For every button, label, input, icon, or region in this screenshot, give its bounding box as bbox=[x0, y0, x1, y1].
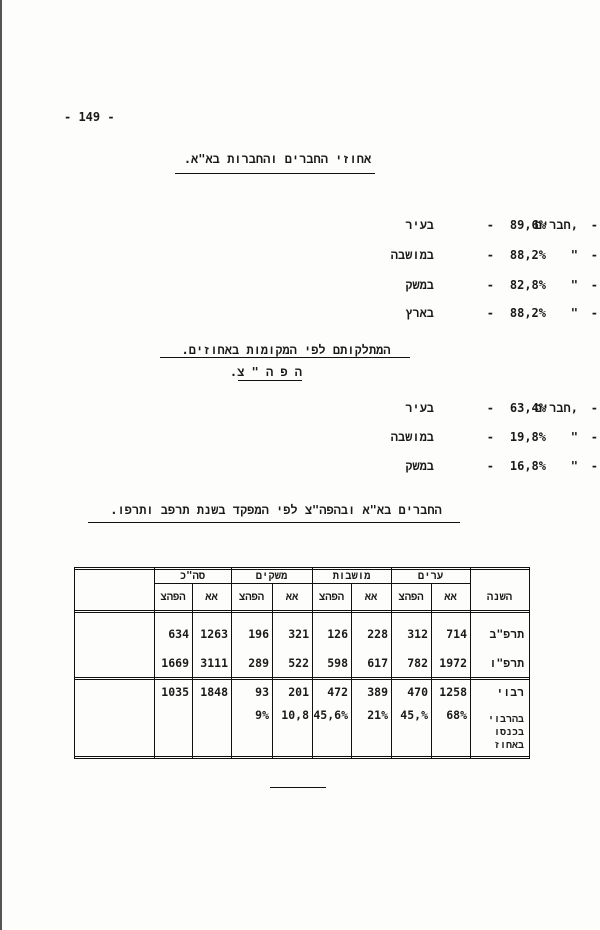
table-cell: 321 bbox=[288, 627, 309, 641]
stat-place: בארץ bbox=[405, 306, 434, 320]
table-cell: 1669 bbox=[161, 656, 189, 670]
stat-men-pct: 88,2% bbox=[509, 306, 546, 320]
row-label: תרפ"ב bbox=[489, 627, 524, 641]
note-line: בכנסו bbox=[493, 727, 524, 738]
sub-header-hapahatz: הפהצ bbox=[160, 591, 186, 603]
table-cell: 617 bbox=[367, 656, 388, 670]
table-cell: 3111 bbox=[200, 656, 228, 670]
stat-men-word: " bbox=[570, 430, 578, 444]
table-cell: 45,6% bbox=[313, 708, 348, 722]
row-label: תרפ"ו bbox=[489, 656, 524, 670]
table-cell: 312 bbox=[407, 627, 428, 641]
census-table bbox=[74, 567, 530, 759]
section2-title: המתלקותם לפי המקומות באחוזים. bbox=[181, 343, 391, 357]
stat-men-word: חברים, bbox=[534, 401, 578, 415]
year-column-header: השנה bbox=[486, 591, 513, 603]
table-cell: 1258 bbox=[439, 685, 467, 699]
table-cell: 1848 bbox=[200, 685, 228, 699]
table-cell: 289 bbox=[248, 656, 269, 670]
table-cell: 1263 bbox=[200, 627, 228, 641]
table-cell: 201 bbox=[288, 685, 309, 699]
stat-dash: - bbox=[486, 306, 494, 320]
section1-underline bbox=[175, 173, 375, 174]
stat-place: במשק bbox=[405, 459, 434, 473]
table-cell: 126 bbox=[327, 627, 348, 641]
page-edge bbox=[0, 0, 2, 930]
table-cell: 228 bbox=[367, 627, 388, 641]
stat-dash: - bbox=[486, 218, 494, 232]
section3-title: החברים בא"א ובהפה"צ לפי המפקד בשנת תרפב ותרפו. bbox=[110, 503, 442, 517]
stat-men-pct: 16,8% bbox=[509, 459, 546, 473]
section1-title: אחוזי החברים והחברות בא"א. bbox=[183, 152, 372, 166]
stat-place: במשק bbox=[405, 278, 434, 292]
stat-place: בעיר bbox=[405, 218, 434, 232]
stat-sep: - bbox=[590, 278, 598, 292]
stat-dash: - bbox=[486, 401, 494, 415]
page-number: - 149 - bbox=[64, 110, 115, 124]
table-cell: 472 bbox=[327, 685, 348, 699]
stat-sep: - bbox=[590, 248, 598, 262]
row-label: רבוי bbox=[496, 685, 524, 699]
group-header-cities: ערים bbox=[417, 570, 444, 582]
table-cell: 10,8 bbox=[281, 708, 309, 722]
section2-underline bbox=[160, 357, 410, 358]
stat-men-pct: 89,6% bbox=[509, 218, 546, 232]
table-cell: 470 bbox=[407, 685, 428, 699]
stat-sep: - bbox=[590, 218, 598, 232]
section2-subtitle-underline bbox=[238, 380, 302, 381]
table-cell: 1035 bbox=[161, 685, 189, 699]
section3-underline bbox=[88, 522, 460, 523]
section2-subtitle: ה פ ה " צ. bbox=[229, 365, 302, 379]
stat-men-word: " bbox=[570, 459, 578, 473]
table-cell: 21% bbox=[367, 708, 388, 722]
stat-sep: - bbox=[590, 306, 598, 320]
sub-header-aa: אא bbox=[444, 591, 457, 603]
stat-men-word: " bbox=[570, 278, 578, 292]
table-cell: 714 bbox=[446, 627, 467, 641]
stat-men-word: " bbox=[570, 306, 578, 320]
sub-header-aa: אא bbox=[364, 591, 378, 603]
stat-men-pct: 82,8% bbox=[509, 278, 546, 292]
table-cell: 634 bbox=[168, 627, 189, 641]
table-cell: 598 bbox=[327, 656, 348, 670]
table-cell: 389 bbox=[367, 685, 388, 699]
note-line: בהרבוי bbox=[487, 714, 524, 725]
table-cell: 45,% bbox=[400, 708, 428, 722]
stat-men-pct: 63,4% bbox=[509, 401, 546, 415]
stat-men-pct: 88,2% bbox=[509, 248, 546, 262]
stat-dash: - bbox=[486, 430, 494, 444]
stat-place: במושבה bbox=[390, 248, 434, 262]
note-line: באחוז bbox=[493, 740, 524, 751]
stat-men-word: חברים, bbox=[534, 218, 578, 232]
table-cell: 1972 bbox=[439, 656, 467, 670]
sub-header-aa: אא bbox=[285, 591, 299, 603]
table-cell: 522 bbox=[288, 656, 309, 670]
sub-header-aa: אא bbox=[205, 591, 218, 603]
sub-header-hapahatz: הפהצ bbox=[238, 591, 265, 603]
stat-men-word: " bbox=[570, 248, 578, 262]
table-cell: 196 bbox=[248, 627, 269, 641]
group-header-farms: משקים bbox=[255, 570, 288, 582]
closing-rule bbox=[270, 787, 326, 788]
table-cell: 782 bbox=[407, 656, 428, 670]
group-header-total: סה"כ bbox=[179, 570, 206, 582]
group-header-moshavot: מושבות bbox=[332, 570, 371, 582]
stat-sep: - bbox=[590, 401, 598, 415]
stat-dash: - bbox=[486, 278, 494, 292]
stat-place: במושבה bbox=[390, 430, 434, 444]
stat-sep: - bbox=[590, 459, 598, 473]
stat-sep: - bbox=[590, 430, 598, 444]
stat-dash: - bbox=[486, 248, 494, 262]
table-cell: 9% bbox=[255, 708, 269, 722]
stat-dash: - bbox=[486, 459, 494, 473]
sub-header-hapahatz: הפהצ bbox=[318, 591, 345, 603]
table-cell: 93 bbox=[255, 685, 269, 699]
table-cell: 68% bbox=[446, 708, 467, 722]
sub-header-hapahatz: הפהצ bbox=[398, 591, 424, 603]
stat-place: בעיר bbox=[405, 401, 434, 415]
stat-men-pct: 19,8% bbox=[509, 430, 546, 444]
growth-note bbox=[488, 713, 524, 752]
